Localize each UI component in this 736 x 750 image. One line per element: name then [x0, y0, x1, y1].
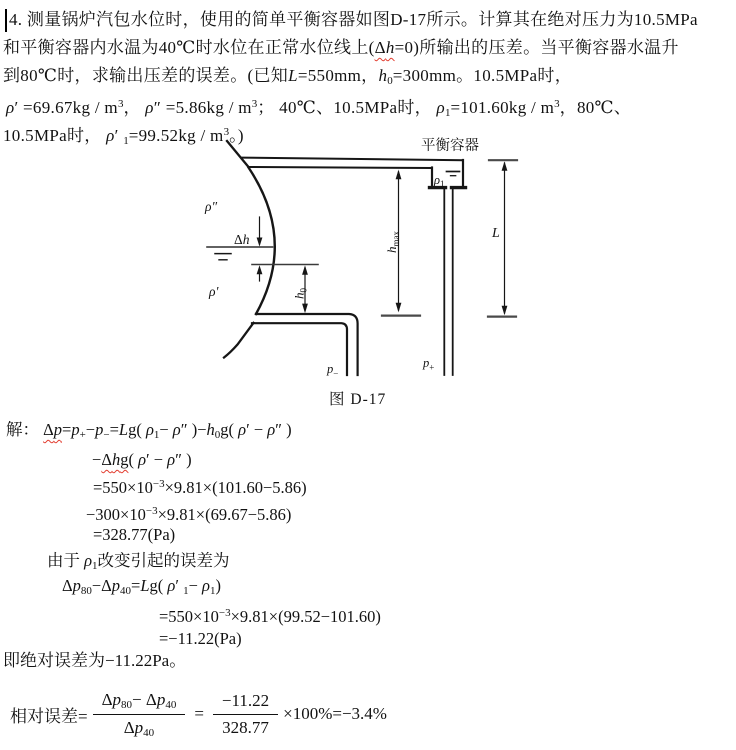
hmax-label: $h_{max}$ [384, 231, 401, 253]
problem-line-4: $\rho' =69.67kg / m^3$， $\rho'' =5.86kg / m^3$； 40℃、10.5MPa时， $\rho 1=101.60kg / m^3$，80℃、 [6, 98, 632, 119]
L-arrow-up [502, 161, 508, 170]
figure-caption: 图 D-17 [329, 391, 387, 408]
relative-error-result: ×100%=−3.4% [283, 704, 387, 723]
solution-line-result1: =328.77(Pa) [93, 525, 176, 544]
delta-h-arrow-up [257, 265, 263, 274]
solution-line-calc2: $-300\times 10^{-3}\times 9.81\times(69.67-5.86)$ [86, 505, 292, 524]
solution-line-calc3: $=550\times 10^{-3}\times 9.81\times(99.52-101.60)$ [159, 607, 381, 626]
fraction-numerator: −11.22 [213, 691, 278, 715]
solution-line-main: 解： Δp=p+−p−=Lg( ρ1− ρ″ )−h0g( ρ′ − ρ″ ) [6, 420, 292, 441]
drum-wall-arc [249, 168, 275, 315]
problem-line-3: 到80℃时，求输出压差的误差。(已知L=550mm，h0=300mm。10.5MPa时， [3, 66, 572, 87]
figure-title: 平衡容器 [421, 138, 479, 154]
steam-pipe-bottom-line [249, 167, 432, 168]
solution-line-absolute-error: 即绝对误差为−11.22Pa。 [3, 651, 187, 670]
h0-arrow-down [302, 304, 308, 314]
figure-d17-diagram [185, 130, 545, 415]
relative-error-numeric-fraction [213, 691, 278, 738]
rho-steam-label: ρ″ [205, 199, 218, 214]
solution-line-dp80: Δp80−Δp40=Lg( ρ′ 1− ρ1) [62, 576, 221, 597]
problem-line-2: 和平衡容器内水温为40℃时水位在正常水位线上(Δh=0)所输出的压差。当平衡容器水温升 [3, 38, 679, 57]
figure-label-texts [204, 137, 500, 408]
L-label: L [492, 226, 500, 241]
p-plus-label: $p_+$ [423, 356, 435, 373]
solution-line-dh-term: −Δhg( ρ′ − ρ″ ) [92, 450, 192, 469]
solution-line-calc1: $=550\times 10^{-3}\times 9.81\times(101.60-5.86)$ [93, 478, 307, 497]
relative-error-symbolic-fraction [93, 690, 186, 739]
solution-line-result2: =−11.22(Pa) [159, 629, 242, 648]
delta-h-arrow-down [257, 238, 263, 247]
h0-arrow-up [302, 265, 308, 274]
figure-arrowheads [257, 161, 508, 315]
problem-line-1: 4. 测量锅炉汽包水位时，使用的简单平衡容器如图D-17所示。计算其在绝对压力为10.5MPa [9, 10, 698, 29]
hmax-arrow-up [396, 170, 402, 180]
equals-sign: = [194, 704, 204, 723]
rho-water-label: ρ′ [209, 284, 219, 299]
text-cursor-bar [5, 9, 7, 32]
relative-error-equation [10, 686, 387, 742]
h0-label: $h_0$ [291, 288, 309, 299]
problem-line-5: 10.5MPa时， ρ′ $1=99.52kg / m^3$。) [3, 126, 244, 147]
figure-linework [207, 141, 517, 375]
delta-h-label: Δh [234, 232, 250, 247]
fraction-denominator: 328.77 [222, 717, 269, 737]
drum-break-line-bottom [224, 323, 254, 358]
hmax-arrow-down [396, 303, 402, 313]
steam-pipe-top-line [242, 158, 463, 161]
fraction-numerator: Δp80− Δp40 [93, 690, 186, 715]
p-minus-label: $p_-$ [327, 362, 339, 379]
rho1-label: $\rho_1$ [434, 173, 445, 189]
L-arrow-down [502, 306, 508, 315]
relative-error-label: 相对误差= [10, 706, 88, 726]
solution-line-due: 由于 ρ1改变引起的误差为 [47, 551, 230, 572]
drum-break-line-top [227, 141, 249, 167]
fraction-denominator: Δp40 [123, 717, 155, 739]
